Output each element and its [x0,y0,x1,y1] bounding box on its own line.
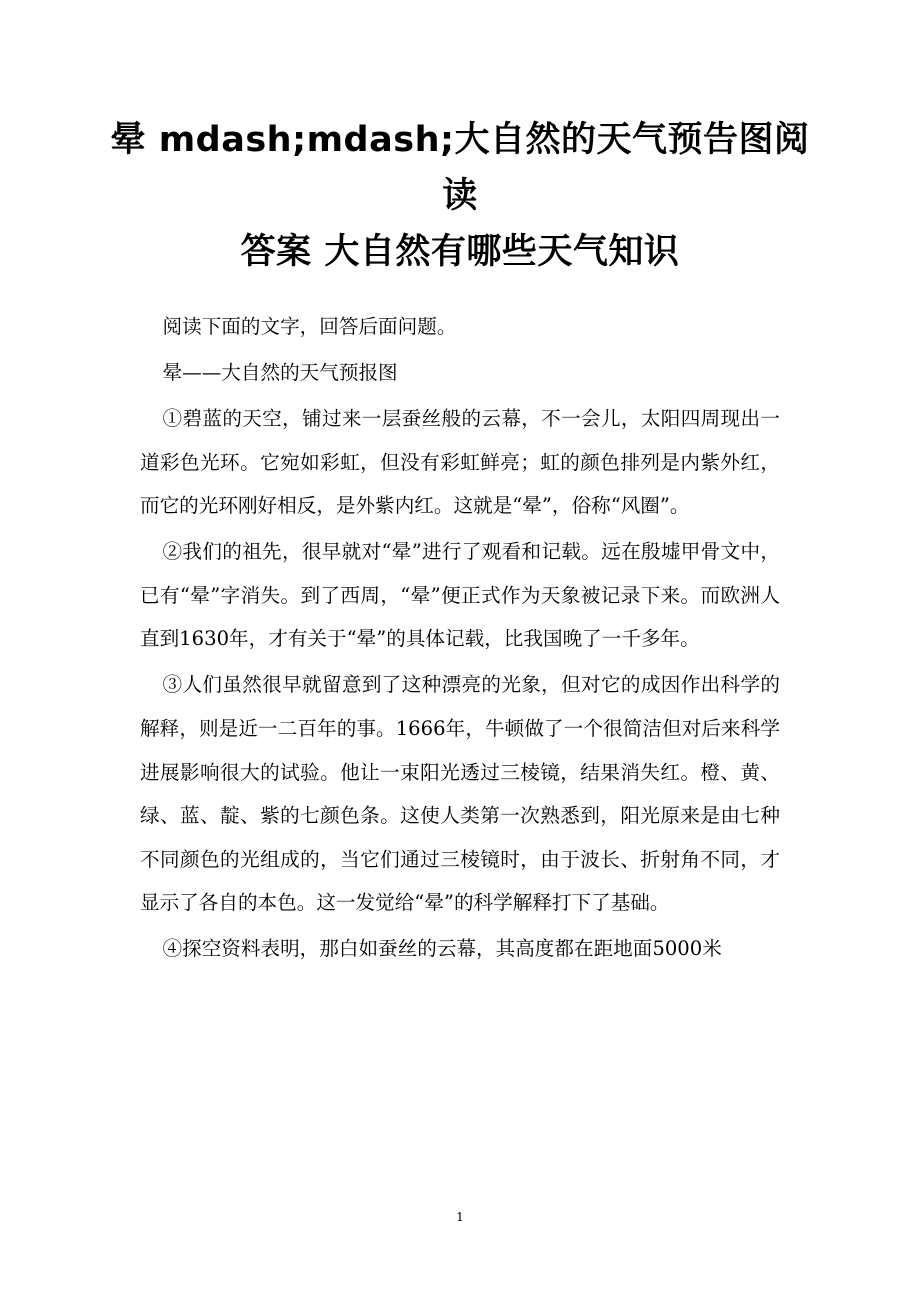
document-body [140,305,780,973]
paragraph-2: ②我们的祖先，很早就对“晕”进行了观看和记载。远在殷墟甲骨文中，已有“晕”字消失。到了西周，“晕”便正式作为天象被记录下来。而欧洲人直到1630年，才有关于“晕”的具体记载，比我国晚了一千多年。 [140,540,780,651]
paragraph-intro: 阅读下面的文字，回答后面问题。 [162,315,457,338]
title-line-2: 答案 大自然有哪些天气知识 [240,232,680,272]
document-title [100,112,820,280]
title-line-1: 晕 mdash;mdash;大自然的天气预告图阅读 [110,120,810,216]
paragraph-subtitle: 晕——大自然的天气预报图 [162,360,398,384]
paragraph-4: ④探空资料表明，那白如蚕丝的云幕，其高度都在距地面5000米 [162,937,722,961]
paragraph-1: ①碧蓝的天空，铺过来一层蚕丝般的云幕，不一会儿，太阳四周现出一道彩色光环。它宛如彩虹，但没有彩虹鲜亮；虹的颜色排列是内紫外红，而它的光环刚好相反，是外紫内红。这就是“晕”，俗称“风圈”。 [140,406,780,518]
page-number: 1 [456,1210,464,1224]
paragraph-3: ③人们虽然很早就留意到了这种漂亮的光象，但对它的成因作出科学的解释，则是近一二百年的事。1666年，牛顿做了一个很简洁但对后来科学进展影响很大的试验。他让一束阳光透过三棱镜，结果消失红。橙、黄、绿、蓝、靛、紫的七颜色条。这使人类第一次熟悉到，阳光原来是由七种不同颜色的光组成的，当它们通过三棱镜时，由于波长、折射角不同，才显示了各自的本色。这一发觉给“晕”的科学解释打下了基础。 [140,673,780,915]
